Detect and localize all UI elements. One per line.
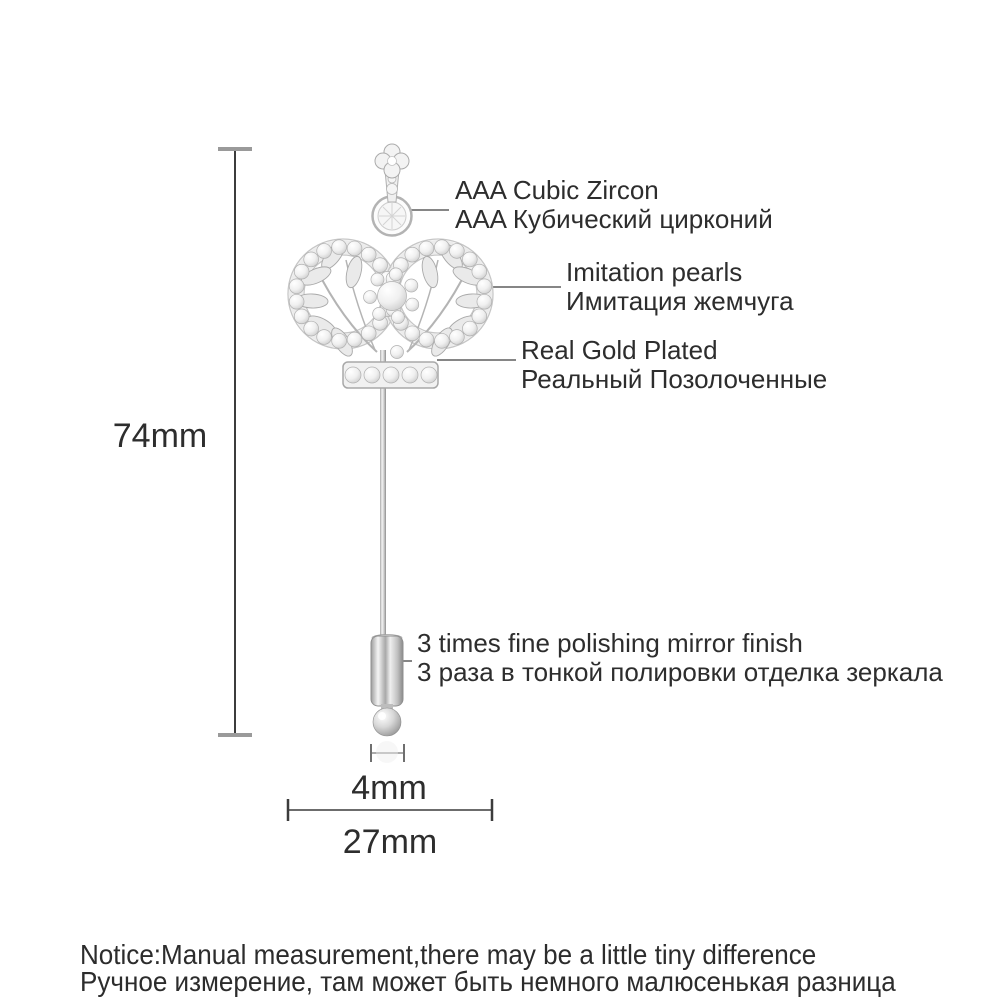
- annotation-polishing-ru: 3 раза в тонкой полировки отделка зеркала: [417, 657, 943, 687]
- pearl: [317, 330, 332, 345]
- pearl: [477, 279, 492, 294]
- annotation-gold-plated: [521, 336, 827, 394]
- pin-cap: [371, 636, 403, 706]
- pearl: [289, 279, 304, 294]
- notice-text: [80, 941, 896, 995]
- pearl: [347, 241, 362, 256]
- pearl: [419, 241, 434, 256]
- pearl: [304, 321, 319, 336]
- pearl: [405, 279, 418, 292]
- pearl: [402, 367, 418, 383]
- pearl: [391, 311, 404, 324]
- pearl: [304, 252, 319, 267]
- pin-shaft: [380, 350, 386, 640]
- pearl: [462, 321, 477, 336]
- annotation-gold-plated-en: Real Gold Plated: [521, 335, 718, 365]
- pearl: [361, 247, 376, 262]
- dimension-line-74mm: [218, 149, 252, 735]
- annotation-imitation-pearls: [566, 258, 794, 316]
- pearl: [389, 268, 402, 281]
- annotation-imitation-pearls-en: Imitation pearls: [566, 257, 743, 287]
- pearl: [449, 244, 464, 259]
- pearl: [317, 244, 332, 259]
- pearl: [406, 298, 419, 311]
- pearl: [421, 367, 437, 383]
- annotation-polishing: [417, 629, 943, 687]
- pearl: [345, 367, 361, 383]
- pearl: [364, 367, 380, 383]
- annotation-cubic-zircon-ru: AAA Кубический цирконий: [455, 204, 773, 234]
- bar-pearls: [345, 367, 437, 383]
- pearl: [449, 330, 464, 345]
- pearl: [361, 326, 376, 341]
- pearl: [371, 273, 384, 286]
- pearl: [391, 346, 404, 359]
- pearl: [472, 264, 487, 279]
- pearl: [294, 264, 309, 279]
- pearl: [373, 307, 386, 320]
- notice-text-en: Notice:Manual measurement,there may be a little tiny difference: [80, 939, 817, 970]
- ball-reflection: [376, 741, 398, 763]
- ball-highlight: [378, 712, 386, 720]
- pearl: [294, 309, 309, 324]
- dimension-label-4mm: 4mm: [351, 769, 427, 807]
- pearl: [383, 367, 399, 383]
- dimension-label-27mm: 27mm: [342, 823, 438, 861]
- finial: [375, 144, 409, 202]
- notice-text-ru: Ручное измерение, там может быть немного малюсенькая разница: [80, 966, 896, 997]
- pearl: [434, 240, 449, 255]
- pearl: [419, 332, 434, 347]
- annotation-polishing-en: 3 times fine polishing mirror finish: [417, 628, 803, 658]
- pearl: [405, 247, 420, 262]
- pearl: [405, 326, 420, 341]
- pearl: [289, 294, 304, 309]
- pearl: [373, 258, 388, 273]
- pearl: [378, 282, 407, 311]
- pearl: [434, 333, 449, 348]
- pearl: [472, 309, 487, 324]
- pearl: [332, 333, 347, 348]
- dimension-label-74mm: 74mm: [112, 417, 208, 455]
- annotation-imitation-pearls-ru: Имитация жемчуга: [566, 286, 794, 316]
- annotation-gold-plated-ru: Реальный Позолоченные: [521, 364, 828, 394]
- pearl: [332, 240, 347, 255]
- annotation-cubic-zircon: [455, 176, 773, 234]
- pearl: [347, 332, 362, 347]
- pearl: [462, 252, 477, 267]
- pearl: [477, 294, 492, 309]
- pearl: [364, 291, 377, 304]
- annotation-cubic-zircon-en: AAA Cubic Zircon: [455, 175, 659, 205]
- pin-ball: [373, 708, 401, 736]
